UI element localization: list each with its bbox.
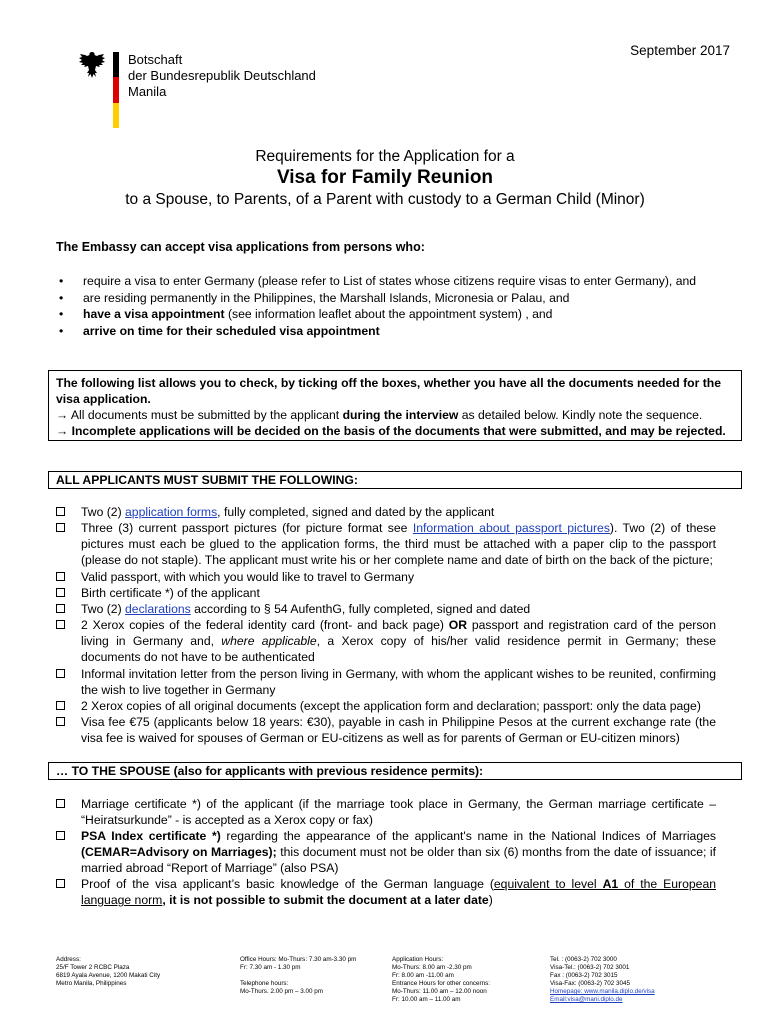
intro-text: The Embassy can accept visa applications from persons who: <box>56 240 425 254</box>
list-item <box>56 323 696 340</box>
checklist-item <box>56 569 716 585</box>
flag-black <box>113 52 119 77</box>
text: , fully completed, signed and dated by the applicant <box>217 505 495 519</box>
checklist-item <box>56 698 716 714</box>
text: according to § 54 AufenthG, fully completed, signed and dated <box>190 602 531 616</box>
text: ) <box>488 893 493 908</box>
flag-stripe <box>113 52 119 128</box>
eligibility-list <box>56 273 696 339</box>
checkbox[interactable] <box>56 588 65 597</box>
checkbox[interactable] <box>56 669 65 678</box>
text: passport and registration card of the person living in Germany and, <box>81 618 716 649</box>
flag-red <box>113 77 119 102</box>
footer-address <box>56 956 160 988</box>
checklist-item <box>56 617 716 666</box>
footer-line: Mo-Thurs: 8.00 am -2.30 pm <box>392 964 472 971</box>
footer-application-hours <box>392 956 490 1004</box>
homepage-link[interactable]: Homepage: www.manila.diplo.de/visa <box>550 988 655 995</box>
checklist-item <box>56 796 716 828</box>
document-date: September 2017 <box>630 43 730 58</box>
footer-office-hours <box>240 956 356 996</box>
footer-line: Mo-Thurs. 2.00 pm – 3.00 pm <box>240 988 323 995</box>
list-item-text: are residing permanently in the Philippines, the Marshall Islands, Micronesia or Palau, and <box>83 290 570 305</box>
application-forms-link[interactable]: application forms <box>125 505 218 519</box>
checklist-item <box>56 876 716 908</box>
footer-line: Mo-Thurs: 11.00 am – 12.00 noon <box>392 988 487 995</box>
checkbox[interactable] <box>56 831 65 840</box>
checkbox[interactable] <box>56 799 65 808</box>
checklist-item <box>56 714 716 746</box>
text: Two (2) <box>81 602 126 616</box>
info-line: → Incomplete applications will be decided on the basis of the documents that were submitted, and may be rejected. <box>56 424 726 438</box>
footer-line <box>240 972 356 980</box>
list-item <box>56 306 696 323</box>
embassy-name <box>128 52 316 100</box>
list-item-bold: have a visa appointment <box>83 307 225 321</box>
text: Three (3) current passport pictures (for picture format see <box>81 521 413 535</box>
checklist-item <box>56 520 716 569</box>
email-link[interactable]: Email:visa@mani.diplo.de <box>550 996 623 1003</box>
checklist-item <box>56 828 716 877</box>
checkbox[interactable] <box>56 620 65 629</box>
checklist-text <box>81 601 716 617</box>
footer-contact <box>550 956 655 1004</box>
text: ). Two (2) of these pictures must each be glued to the application forms, the third must be attached with a paper clip to the passport (please do not staple). The applicant must write his or her complete name and date of birth on the back of the picture; <box>81 521 717 568</box>
text: regarding the appearance of the applicant's name in the National Indices of Marriages <box>220 829 716 843</box>
checklist-item <box>56 601 716 617</box>
bullet-icon: • <box>59 323 64 338</box>
checklist-text: Birth certificate *) of the applicant <box>81 586 260 600</box>
text: Proof of the visa applicant’s basic knowledge of the German language ( <box>81 877 494 891</box>
checklist-text <box>81 504 716 520</box>
section-heading-all: ALL APPLICANTS MUST SUBMIT THE FOLLOWING: <box>48 471 742 489</box>
text-underlined: equivalent to level <box>493 877 603 891</box>
checklist-text <box>81 520 716 569</box>
checklist-item <box>56 504 716 520</box>
checklist-text: 2 Xerox copies of all original documents (except the application form and declaration; passport: only the data page) <box>81 699 701 713</box>
footer-line: Tel. : (0063-2) 702 3000 <box>550 956 617 963</box>
text-bold: , it is not possible to submit the document at a later date <box>162 893 489 908</box>
federal-eagle-icon <box>78 50 106 80</box>
footer-line: Fax : (0063-2) 702 3015 <box>550 972 618 979</box>
footer-line: Office Hours: Mo-Thurs: 7.30 am-3.30 pm <box>240 956 357 963</box>
info-line: The following list allows you to check, by ticking off the boxes, whether you have all the documents needed for the visa application. <box>56 376 721 406</box>
embassy-line: Botschaft <box>128 52 183 67</box>
footer-line: Fr: 10.00 am – 11.00 am <box>392 996 461 1003</box>
info-line <box>56 407 734 423</box>
embassy-line: Manila <box>128 84 167 99</box>
text-bold: (CEMAR=Advisory on Marriages); <box>81 845 277 860</box>
checkbox[interactable] <box>56 717 65 726</box>
checklist-text <box>81 828 716 877</box>
bullet-icon: • <box>59 307 64 321</box>
passport-pictures-link[interactable]: Information about passport pictures <box>412 521 610 535</box>
declarations-link[interactable]: declarations <box>125 602 191 616</box>
checkbox[interactable] <box>56 701 65 710</box>
text-italic: where applicable <box>221 634 317 649</box>
text-underlined-bold: A1 <box>602 877 619 891</box>
checklist-text: Informal invitation letter from the person living in Germany, with whom the applicant wishes to be reunited, confirming the wish to live together in Germany <box>81 667 716 698</box>
checkbox[interactable] <box>56 507 65 516</box>
embassy-line: der Bundesrepublik Deutschland <box>128 68 316 83</box>
section-heading-spouse: … TO THE SPOUSE (also for applicants with previous residence permits): <box>48 762 742 780</box>
text: Two (2) <box>81 505 126 519</box>
info-text: as detailed below. Kindly note the sequence. <box>458 408 703 422</box>
list-item <box>56 273 696 290</box>
checklist-text: Visa fee €75 (applicants below 18 years: €30), payable in cash in Philippine Pesos at the current exchange rate (the visa fee is waived for spouses of German or EU-citizens as well as for parents of German or EU-citizen minors) <box>81 715 716 746</box>
footer-line: Telephone hours: <box>240 980 289 987</box>
checklist-text <box>81 617 716 666</box>
bullet-icon: • <box>59 290 64 305</box>
text-underlined: of the European language norm <box>81 877 716 908</box>
footer-line: Visa-Fax: (0063-2) 702 3045 <box>550 980 631 987</box>
checkbox[interactable] <box>56 523 65 532</box>
footer-line: Fr: 7.30 am - 1.30 pm <box>240 964 301 971</box>
info-box <box>48 370 742 441</box>
footer-line: Application Hours: <box>392 956 444 963</box>
bullet-icon: • <box>59 274 64 288</box>
text: this document must not be older than six (6) months from the date of issuance; if married abroad “Report of Marriage” (also PSA) <box>81 845 717 876</box>
text-bold: OR <box>448 618 468 632</box>
flag-gold <box>113 103 119 128</box>
checkbox[interactable] <box>56 604 65 613</box>
checklist-text: Marriage certificate *) of the applicant (if the marriage took place in Germany, the German marriage certificate – “Heiratsurkunde” - is accepted as a Xerox copy or fax) <box>81 797 716 828</box>
checklist-text <box>81 876 716 908</box>
footer-line: Visa-Tel.: (0063-2) 702 3001 <box>550 964 630 971</box>
list-item-text: require a visa to enter Germany (please refer to List of states whose citizens require visas to enter Germany), and <box>83 274 697 288</box>
checklist-item <box>56 666 716 698</box>
list-item <box>56 290 696 307</box>
checkbox[interactable] <box>56 879 65 888</box>
text-bold: PSA Index certificate *) <box>81 829 221 843</box>
footer-line: Metro Manila, Philippines <box>56 980 127 987</box>
footer-line: 25/F Tower 2 RCBC Plaza <box>56 964 130 971</box>
footer-line: Address: <box>56 956 81 963</box>
footer-line: Fr: 8.00 am -11.00 am <box>392 972 454 979</box>
checkbox[interactable] <box>56 572 65 581</box>
footer-line: 6819 Ayala Avenue, 1200 Makati City <box>56 972 161 979</box>
text: 2 Xerox copies of the federal identity card (front- and back page) <box>81 618 449 632</box>
checklist-item <box>56 585 716 601</box>
title-line-3: to a Spouse, to Parents, of a Parent with custody to a German Child (Minor) <box>125 191 645 208</box>
info-text: → All documents must be submitted by the applicant <box>56 408 343 422</box>
list-item-text: (see information leaflet about the appointment system) , and <box>224 307 553 321</box>
checklist-text: Valid passport, with which you would like to travel to Germany <box>81 570 415 584</box>
page-title: Visa for Family Reunion <box>276 167 494 188</box>
list-item-bold: arrive on time for their scheduled visa appointment <box>83 323 380 338</box>
title-line-1: Requirements for the Application for a <box>255 148 515 165</box>
info-bold: during the interview <box>342 408 459 422</box>
footer-line: Entrance Hours for other concerns: <box>392 980 490 987</box>
text: , a Xerox copy of his/her valid residence permit in Germany; these documents do not have to be authenticated <box>81 634 717 665</box>
